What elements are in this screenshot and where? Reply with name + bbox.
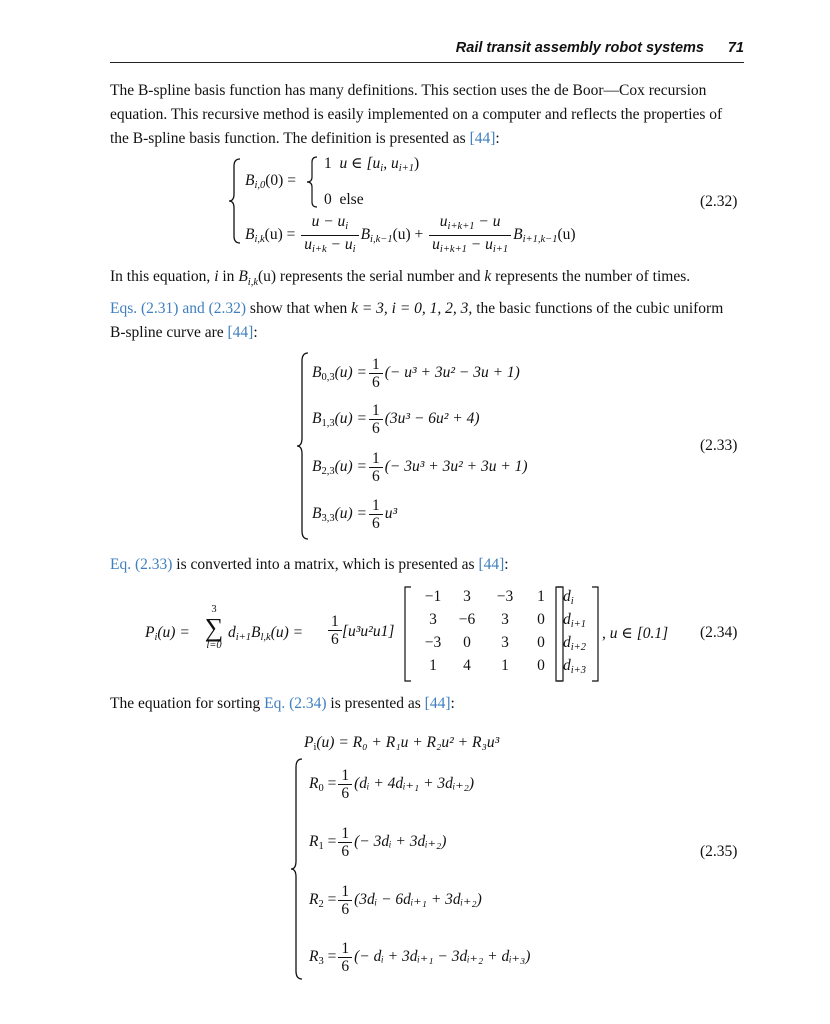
citation-link[interactable]: Eqs. (2.31) and (2.32) [110, 300, 247, 317]
coef-row-3: $R_3$ = $\frac{1}{6}$ (− dᵢ + 3dᵢ₊₁ − 3dᵢ₊₂ + dᵢ₊₃) [309, 940, 531, 975]
citation-link[interactable]: [44] [469, 130, 496, 147]
case-2: 0 else [324, 191, 364, 208]
equation-number: (2.34) [700, 624, 738, 641]
vector-cell: $d_i$ [563, 588, 574, 607]
case-brace [306, 156, 318, 208]
matrix-cell: −6 [458, 611, 476, 628]
matrix-cell: 0 [537, 634, 545, 651]
equation-number: (2.35) [700, 843, 738, 860]
matrix-cell: −3 [496, 588, 514, 605]
paragraph-cubic: Eqs. (2.31) and (2.32) show that when k = 3, i = 0, 1, 2, 3, the basic functions of the cubic uniform B-spline curve are [44]: [110, 300, 724, 341]
control-point-vector [555, 586, 599, 682]
coef-row-1: $R_1$ = $\frac{1}{6}$ (− 3dᵢ + 3dᵢ₊₂) [309, 825, 447, 860]
row-vector: [u³u²u1] [342, 623, 395, 640]
paragraph-matrix-intro: Eq. (2.33) is converted into a matrix, which is presented as [44]: [110, 556, 509, 573]
case-1: 1 u ∈ [$u_i$, $u_{i+1}$) [324, 155, 420, 174]
paragraph-sorting: The equation for sorting Eq. (2.34) is presented as [44]: [110, 695, 455, 712]
matrix-cell: 3 [501, 634, 509, 651]
matrix-cell: 0 [537, 657, 545, 674]
matrix-middle: $d_{i+1}B_{l,k}(u)$ = [228, 624, 304, 643]
coefficient-matrix [404, 586, 564, 682]
coef-row-2: $R_2$ = $\frac{1}{6}$ (3dᵢ − 6dᵢ₊₁ + 3dᵢ₊₂) [309, 883, 482, 918]
paragraph-explanation: In this equation, i in $B_{i,k}(u)$ represents the serial number and k represents the number of times. [110, 268, 691, 289]
matrix-cell: 1 [429, 657, 437, 674]
matrix-cell: 1 [537, 588, 545, 605]
citation-link[interactable]: [44] [478, 556, 505, 573]
matrix-cell: 0 [537, 611, 545, 628]
left-brace [228, 158, 242, 244]
matrix-cell: 3 [463, 588, 471, 605]
basis-row-0: $B_{0,3}(u)$ = $\frac{1}{6}$ (− u³ + 3u² − 3u + 1) [312, 356, 520, 391]
citation-link[interactable]: Eq. (2.33) [110, 556, 173, 573]
citation-link[interactable]: [44] [424, 695, 451, 712]
left-brace [296, 352, 310, 540]
matrix-cell: 3 [429, 611, 437, 628]
equation-number: (2.33) [700, 437, 738, 454]
equation-number: (2.32) [700, 193, 738, 210]
matrix-cell: 1 [501, 657, 509, 674]
eq-line-1: $B_{i,0}(0)$ = [245, 172, 296, 191]
matrix-cell: 0 [463, 634, 471, 651]
summation: 3 ∑ l=0 [204, 604, 224, 651]
matrix-lhs: $P_i(u)$ = [145, 624, 190, 643]
matrix-cell: 4 [463, 657, 471, 674]
text: : [495, 130, 500, 147]
left-brace [290, 758, 304, 980]
text: The B-spline basis function has many definitions. This section uses the de Boor—Cox recursion equation. This recursive method is easily implemented on a computer and reflects the properties of the B-spline basis function. The definition is presented as [110, 82, 723, 147]
basis-row-3: $B_{3,3}(u)$ = $\frac{1}{6}$ u³ [312, 497, 398, 532]
basis-row-1: $B_{1,3}(u)$ = $\frac{1}{6}$ (3u³ − 6u² + 4) [312, 402, 480, 437]
coef-row-0: $R_0$ = $\frac{1}{6}$ (dᵢ + 4dᵢ₊₁ + 3dᵢ₊₂) [309, 767, 475, 802]
paragraph-intro [110, 79, 730, 151]
eq-line-2: $B_{i,k}(u)$ = $\frac{u - u_i}{u_{i+k} - u_i}$ $B_{i,k-1}(u)$ + $\frac{u_{i+k+1} - u}{u_{i+k+1} - u_{i+1}}$ $B_{i+1,k-1}(u)$ [245, 213, 576, 255]
matrix-cell: −1 [424, 588, 442, 605]
vector-cell: $d_{i+1}$ [563, 611, 587, 630]
citation-link[interactable]: [44] [227, 324, 254, 341]
matrix-cell: −3 [424, 634, 442, 651]
running-title: Rail transit assembly robot systems [455, 40, 704, 56]
matrix-cell: 3 [501, 611, 509, 628]
running-header [110, 40, 744, 63]
polynomial-form: $P_i(u) = R_0 + R_1u + R_2u^2 + R_3u^3$ [304, 734, 500, 753]
citation-link[interactable]: Eq. (2.34) [264, 695, 327, 712]
domain-condition: , u ∈ [0.1] [602, 625, 669, 642]
vector-cell: $d_{i+2}$ [563, 634, 587, 653]
basis-row-2: $B_{2,3}(u)$ = $\frac{1}{6}$ (− 3u³ + 3u² + 3u + 1) [312, 450, 528, 485]
fraction-sixth: $\frac{1}{6}$ [326, 613, 344, 648]
page-number: 71 [727, 40, 744, 56]
vector-cell: $d_{i+3}$ [563, 657, 587, 676]
